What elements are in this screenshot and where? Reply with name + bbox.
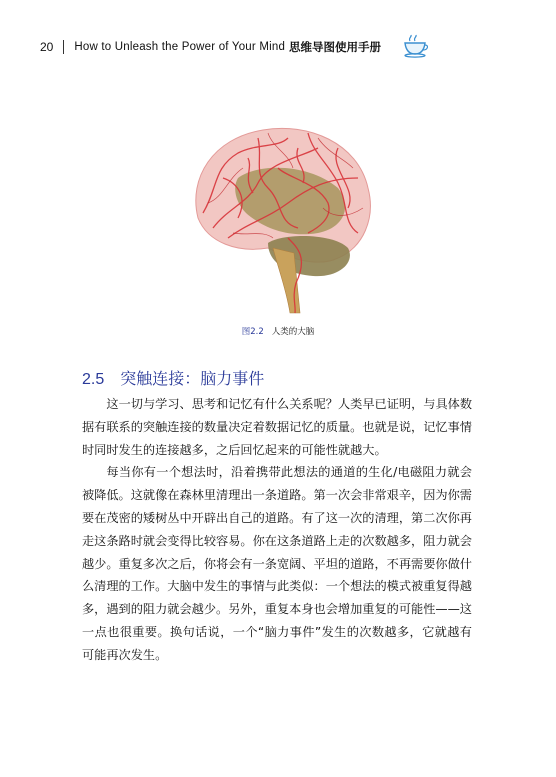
cup-logo-icon — [402, 34, 428, 58]
brain-illustration — [168, 108, 388, 318]
figure-number: 图2.2 — [241, 327, 264, 337]
book-title-chinese: 思维导图使用手册 — [289, 40, 382, 54]
header-divider — [63, 40, 64, 54]
section-heading — [82, 366, 264, 389]
section-title: 突触连接：脑力事件 — [120, 369, 265, 388]
running-header — [40, 36, 440, 58]
book-title-english: How to Unleash the Power of Your Mind — [74, 41, 286, 53]
paragraph-1: 这一切与学习、思考和记忆有什么关系呢？人类早已证明，与具体数据有联系的突触连接的数量决定着数据记忆的质量。也就是说，记忆事情时同时发生的连接越多，之后回忆起来的可能性就越大。 — [82, 397, 473, 457]
paragraph-2: 每当你有一个想法时，沿着携带此想法的通道的生化/电磁阻力就会被降低。这就像在森林里清理出一条道路。第一次会非常艰辛，因为你需要在茂密的矮树丛中开辟出自己的道路。有了这一次的清理，第二次你再走这条路时就会变得比较容易。你在这条道路上走的次数越多，阻力就会越少。重复多次之后，你将会有一条宽阔、平坦的道路，不再需要你做什么清理的工作。大脑中发生的事情与此类似：一个想法的模式被重复得越多，遇到的阻力就会越少。另外，重复本身也会增加重复的可能性——这一点也很重要。换句话说，一个“脑力事件”发生的次数越多，它就越有可能再次发生。 — [82, 465, 472, 662]
figure-caption-text: 人类的大脑 — [271, 327, 315, 337]
figure-caption — [0, 325, 556, 337]
section-number: 2.5 — [82, 371, 105, 388]
page-number: 20 — [40, 40, 54, 54]
body-text — [82, 393, 472, 667]
